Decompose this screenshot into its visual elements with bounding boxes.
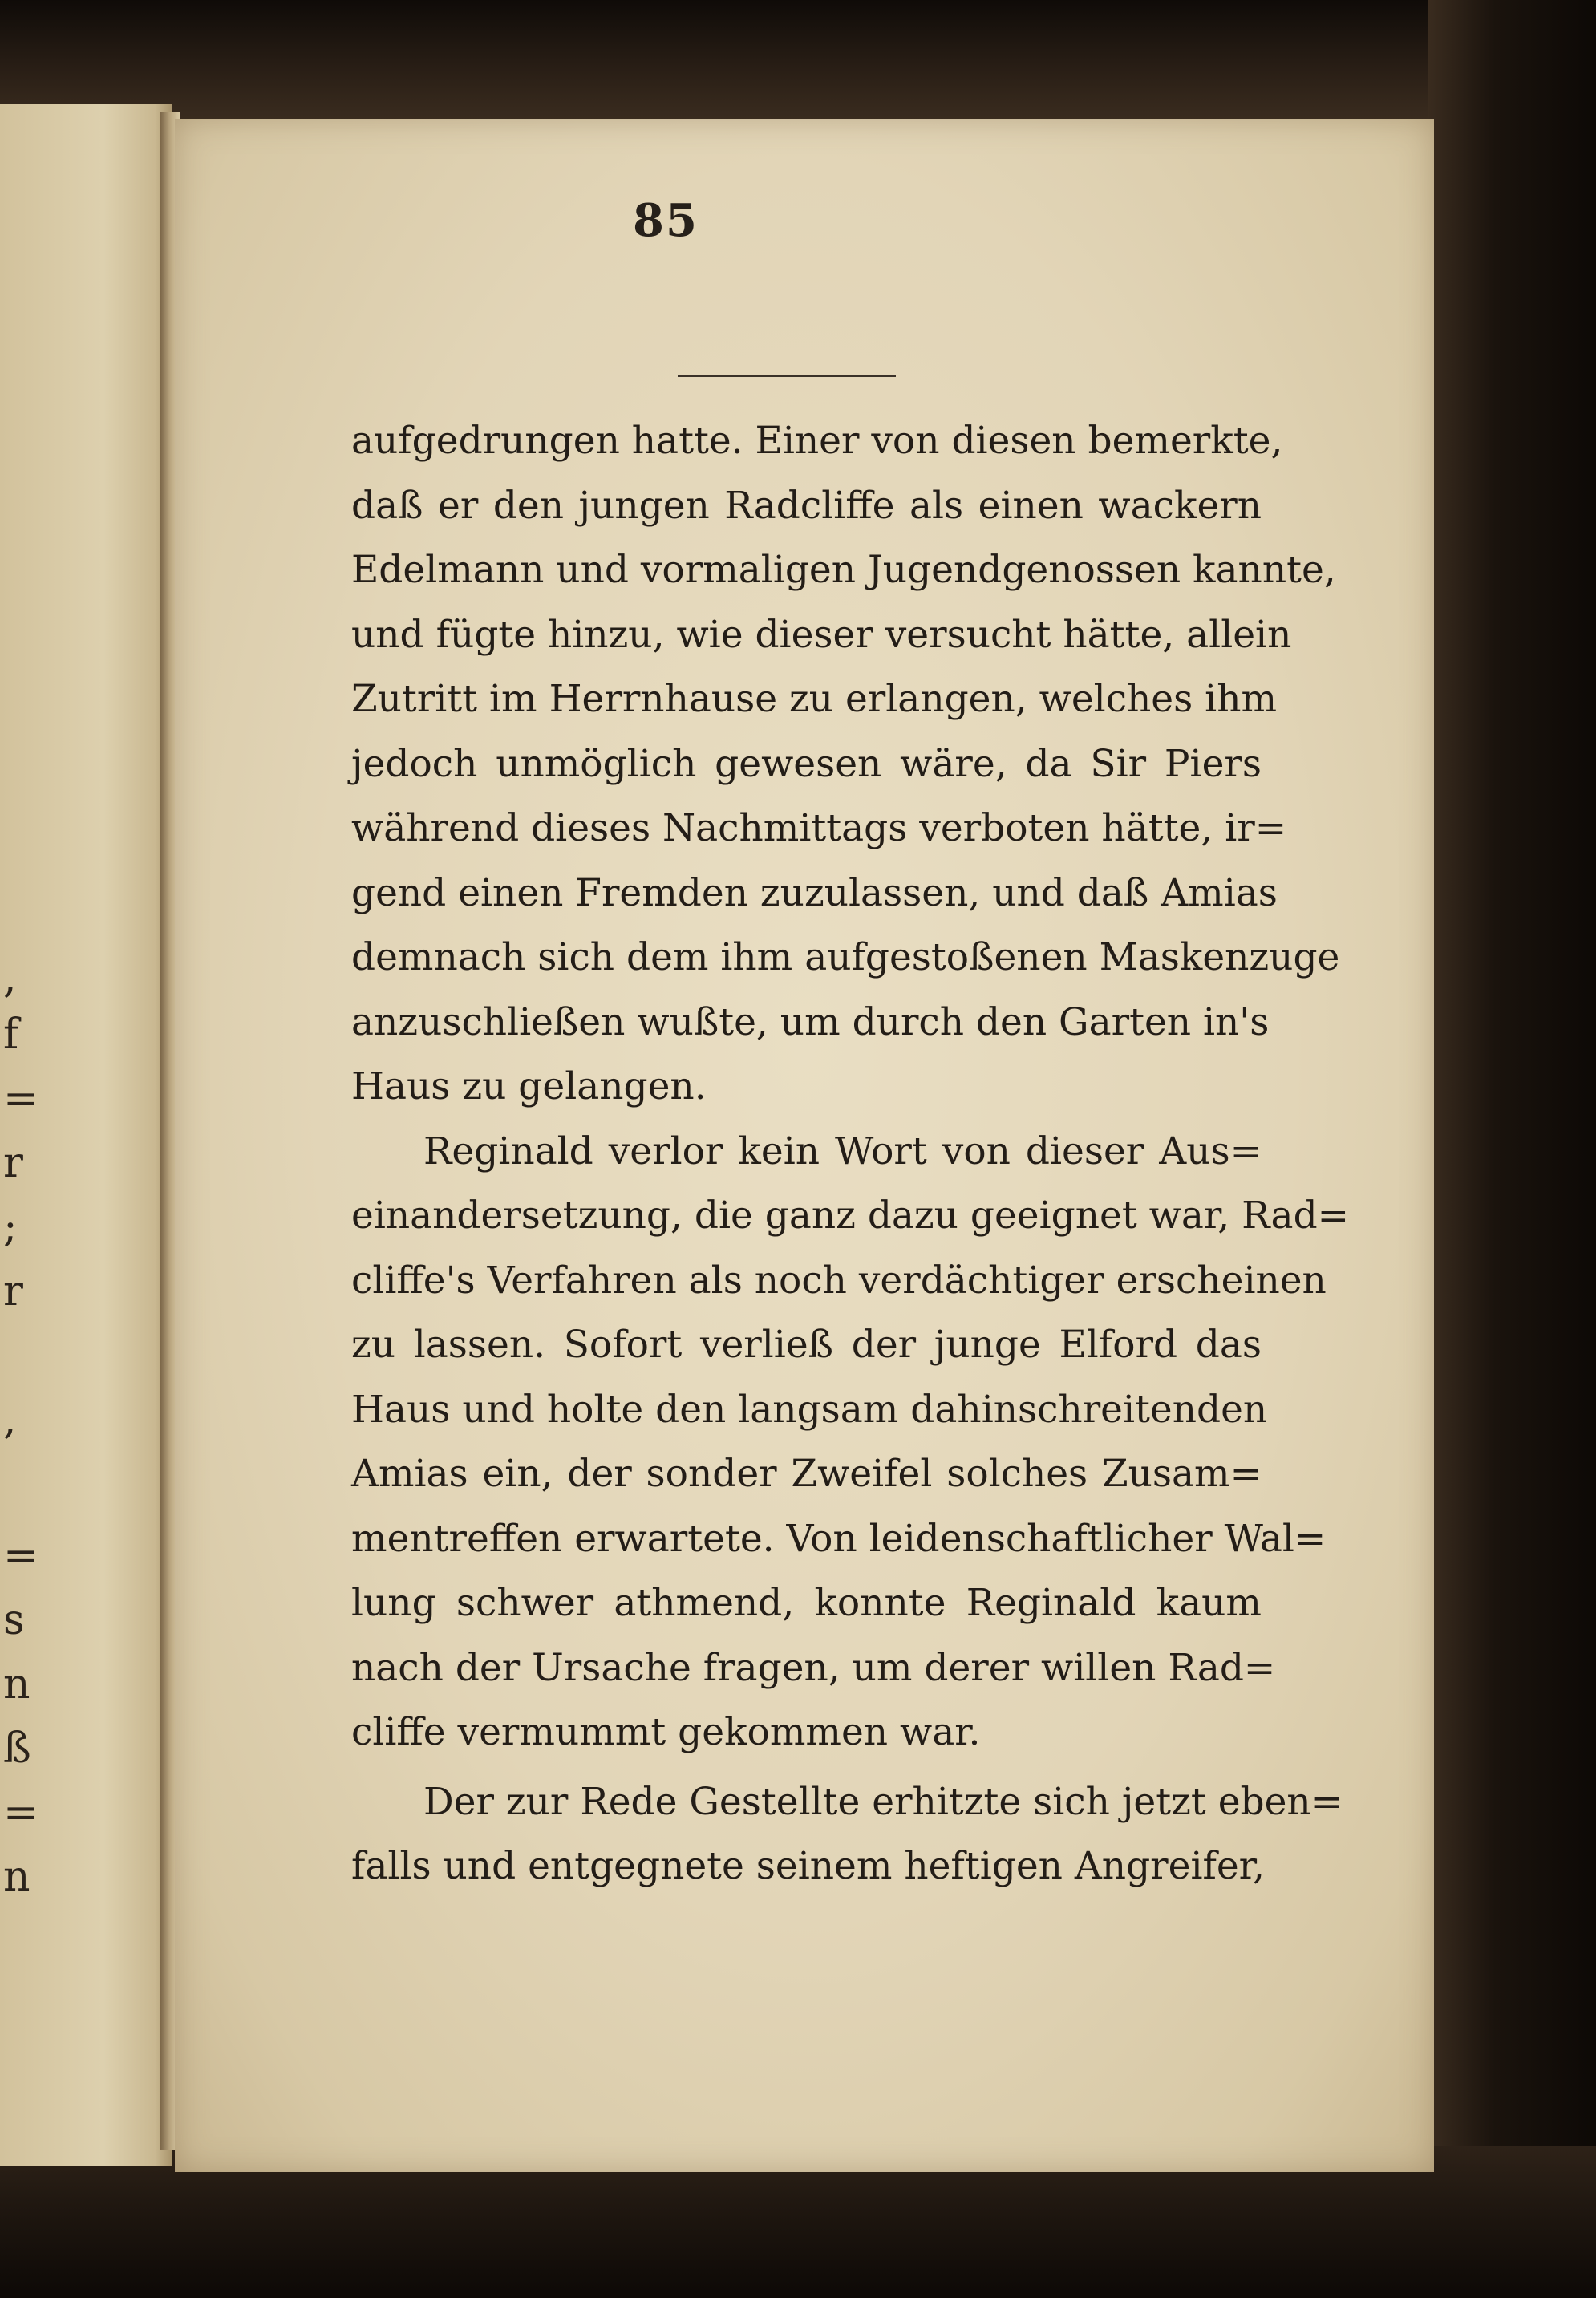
text-line: Edelmann und vormaligen Jugendgenossen kannte, bbox=[351, 548, 1336, 592]
text-line: Amias ein, der sonder Zweifel solches Zusam= bbox=[351, 1452, 1262, 1496]
left-page-glyphs bbox=[0, 104, 48, 2166]
text-line: Haus und holte den langsam dahinschreitenden bbox=[351, 1387, 1268, 1432]
text-line: während dieses Nachmittags verboten hätte, ir= bbox=[351, 806, 1287, 850]
text-line: falls und entgegnete seinem heftigen Angreifer, bbox=[351, 1844, 1265, 1888]
text-line: cliffe vermummt gekommen war. bbox=[351, 1710, 981, 1754]
text-line: Reginald verlor kein Wort von dieser Aus= bbox=[423, 1129, 1262, 1173]
left-glyph: r bbox=[3, 1139, 23, 1187]
text-line: nach der Ursache fragen, um derer willen Rad= bbox=[351, 1645, 1276, 1690]
body-text bbox=[351, 409, 1350, 1899]
left-glyph: s bbox=[3, 1596, 25, 1644]
left-glyph: = bbox=[3, 1075, 38, 1123]
left-page-edge bbox=[0, 104, 172, 2166]
text-line: Haus zu gelangen. bbox=[351, 1064, 707, 1108]
left-glyph: n bbox=[3, 1853, 30, 1901]
left-glyph: r bbox=[3, 1267, 23, 1315]
text-line: cliffe's Verfahren als noch verdächtiger erscheinen bbox=[351, 1258, 1327, 1303]
text-line: mentreffen erwartete. Von leidenschaftlicher Wal= bbox=[351, 1516, 1327, 1561]
header-rule bbox=[678, 375, 896, 377]
text-line: demnach sich dem ihm aufgestoßenen Maskenzuge bbox=[351, 935, 1340, 979]
text-line: aufgedrungen hatte. Einer von diesen bemerkte, bbox=[351, 419, 1283, 463]
left-glyph: = bbox=[3, 1789, 38, 1837]
book-cover-top bbox=[0, 0, 1596, 120]
left-glyph: ß bbox=[3, 1725, 31, 1773]
text-line: einandersetzung, die ganz dazu geeignet war, Rad= bbox=[351, 1194, 1350, 1238]
left-glyph: , bbox=[3, 1396, 17, 1444]
book-cover-right bbox=[1428, 0, 1596, 2298]
page-number: 85 bbox=[633, 194, 699, 247]
text-line: zu lassen. Sofort verließ der junge Elford das bbox=[351, 1323, 1262, 1367]
text-line: und fügte hinzu, wie dieser versucht hätte, allein bbox=[351, 612, 1292, 657]
left-glyph: n bbox=[3, 1660, 30, 1708]
text-line: daß er den jungen Radcliffe als einen wackern bbox=[351, 483, 1262, 528]
left-glyph: f bbox=[3, 1011, 19, 1059]
text-line: Der zur Rede Gestellte erhitzte sich jetzt eben= bbox=[423, 1779, 1343, 1824]
text-line: lung schwer athmend, konnte Reginald kaum bbox=[351, 1581, 1262, 1625]
text-line: gend einen Fremden zuzulassen, und daß Amias bbox=[351, 870, 1278, 915]
text-line: anzuschließen wußte, um durch den Garten in's bbox=[351, 999, 1270, 1044]
text-line: Zutritt im Herrnhause zu erlangen, welches ihm bbox=[351, 677, 1278, 721]
text-line: jedoch unmöglich gewesen wäre, da Sir Piers bbox=[351, 741, 1262, 786]
left-glyph: , bbox=[3, 954, 17, 1003]
left-glyph: ; bbox=[3, 1203, 18, 1251]
left-glyph: = bbox=[3, 1532, 38, 1580]
